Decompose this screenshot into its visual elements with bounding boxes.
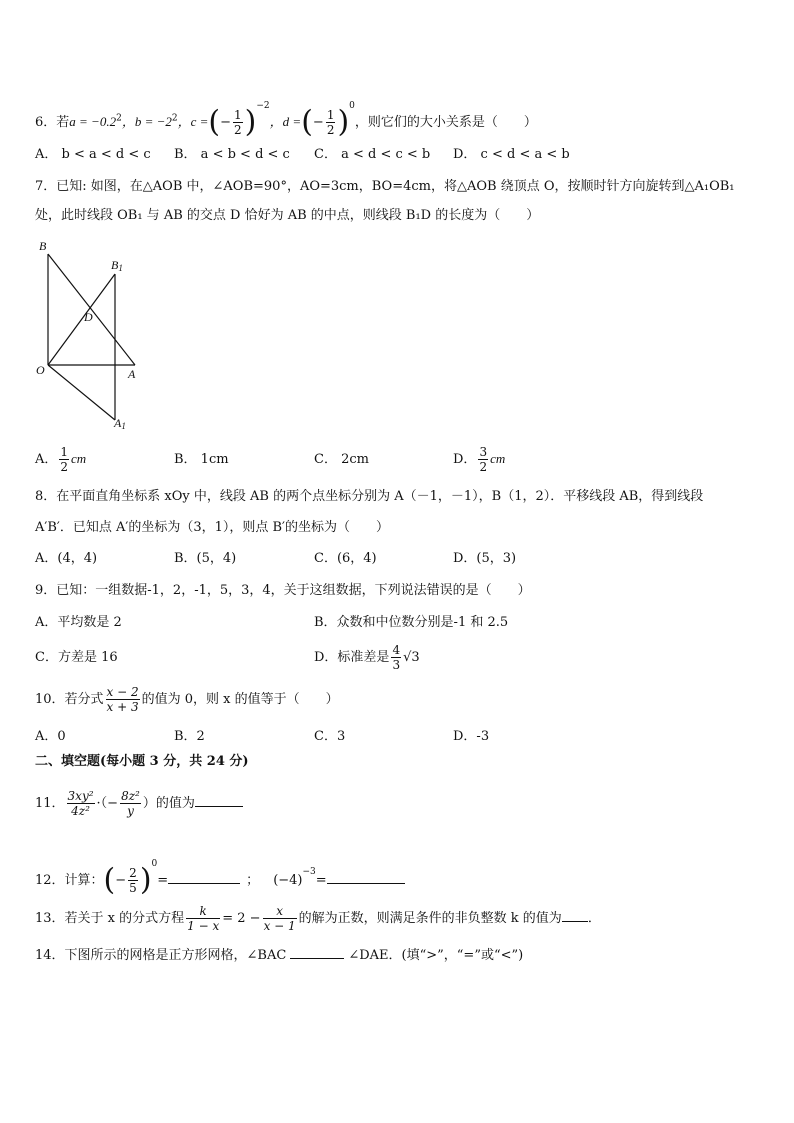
- q11-tail: 的值为: [155, 796, 195, 811]
- q10-option-a: A．0: [35, 729, 66, 744]
- q9-option-c: C．方差是 16: [35, 650, 118, 665]
- q10-lead: 10．若分式: [35, 692, 104, 707]
- q8-line2: A′B′．已知点 A′的坐标为（3，1），则点 B′的坐标为（ ）: [35, 520, 389, 535]
- q10-frac: [106, 685, 140, 714]
- q12-stem: 12．计算：(− $\frac{2}{5}$ )$^0$= ； $(-4)^{-3}=$: [35, 846, 405, 899]
- q10-option-b: B．2: [174, 729, 205, 744]
- q9-option-d-den: 3: [392, 658, 401, 672]
- q9-option-b: B．众数和中位数分别是-1 和 2.5: [314, 615, 509, 630]
- q13-den1: 1 − x: [187, 919, 220, 933]
- q7-option-d-den: 2: [479, 460, 488, 474]
- q7-option-a: [35, 443, 86, 476]
- q10-tail: 的值为 0，则 x 的值等于（ ）: [141, 692, 339, 707]
- q6-c-paren-close: ): [244, 104, 257, 140]
- q9-option-d-label: D．标准差是: [314, 650, 390, 665]
- q9-option-d: [314, 642, 420, 674]
- q6-d-num: 1: [326, 108, 335, 122]
- q6-a-exp: 2: [116, 113, 122, 124]
- q13-num1: k: [186, 904, 220, 919]
- q13-end: ．: [587, 911, 601, 926]
- q8-option-d: D．(5，3): [453, 551, 517, 566]
- q6-option-c: C． a < d < c < b: [314, 147, 431, 162]
- q14-lead: 14．下图所示的网格是正方形网格，∠BAC: [35, 948, 287, 963]
- q7-option-a-num: 1: [60, 445, 69, 459]
- q11-den1: 4z²: [71, 804, 90, 818]
- q9-option-d-num: 4: [392, 643, 401, 657]
- q6-option-a: A． b < a < d < c: [35, 147, 151, 162]
- q9-option-a: A．平均数是 2: [35, 615, 122, 630]
- q7-option-d: [453, 443, 505, 476]
- q7-option-a-unit: cm: [71, 451, 87, 466]
- q7-line2: 处，此时线段 OB₁ 与 AB 的交点 D 恰好为 AB 的中点，则线段 B₁D 的长度为（ ）: [35, 208, 540, 223]
- q6-option-b: B． a < b < d < c: [174, 147, 290, 162]
- label-a1-sub: 1: [121, 421, 126, 431]
- q12-exp2: −3: [302, 867, 316, 877]
- label-b1: [111, 258, 123, 273]
- q10-num: x − 2: [106, 685, 139, 699]
- q12-sep: ；: [246, 873, 260, 888]
- q14-stem: [35, 946, 523, 965]
- q7-line1: 7．已知: 如图，在△AOB 中，∠AOB=90°，AO=3cm，BO=4cm，将△AOB 绕顶点 O，按顺时针方向旋转到△A₁OB₁: [35, 179, 735, 194]
- q6-tail: ，则它们的大小关系是（ ）: [354, 115, 537, 130]
- q7-option-d-num: 3: [479, 445, 488, 459]
- segment-oa1: [48, 365, 115, 420]
- q6-d-paren-open: (: [301, 104, 313, 140]
- q13-frac2: [263, 904, 297, 933]
- q8-option-a: A．(4，4): [35, 551, 98, 566]
- q10-den: x + 3: [106, 700, 139, 714]
- q13-frac1: [186, 904, 220, 933]
- q13-tail: 的解为正数，则满足条件的非负整数 k 的值为: [298, 911, 562, 926]
- q11-num2: 8z²: [121, 789, 140, 803]
- label-a1: [113, 416, 126, 431]
- q14-answer-blank[interactable]: [290, 946, 344, 959]
- q6-c-paren-open: (: [208, 104, 221, 140]
- label-b1-letter: B: [111, 258, 119, 272]
- q6-b-exp: 2: [171, 113, 178, 124]
- q12-answer-blank-2[interactable]: [327, 871, 405, 884]
- q11-stem: [35, 786, 243, 822]
- q7-figure: [30, 236, 170, 436]
- q10-option-d: D．-3: [453, 729, 490, 744]
- q12-exp1: 0: [151, 859, 158, 869]
- q13-num2: x: [263, 904, 297, 919]
- q7-option-d-frac: [478, 445, 488, 474]
- q12-base2: (−4): [273, 873, 303, 888]
- label-b1-sub: 1: [118, 263, 123, 273]
- q6-option-d: D． c < d < a < b: [453, 147, 570, 162]
- q9-option-d-root: √3: [403, 650, 420, 665]
- q12-answer-blank-1[interactable]: [168, 871, 240, 884]
- q11-mid: ·（−: [96, 796, 119, 811]
- q7-option-c: C． 2cm: [314, 452, 369, 467]
- q12-eq2: =: [315, 873, 327, 888]
- q10-stem: [35, 684, 339, 716]
- q12-num: 2: [129, 866, 137, 880]
- q12-eq1: =: [157, 873, 169, 888]
- q12-lead: 12．计算：: [35, 873, 104, 888]
- label-o: O: [36, 363, 45, 377]
- q7-option-b: B． 1cm: [174, 452, 229, 467]
- q6-stem: 6．若$a = -0.2^2$，$b = -2^2$，c =(− $\frac{1}{2}$ )$^{-2}$，d =(− $\frac{1}{2}$ )$^0$，则它们的大小关系是（ ）: [35, 101, 537, 140]
- q8-option-c: C．(6，4): [314, 551, 377, 566]
- q7-option-a-frac: [59, 445, 69, 474]
- q11-lead: 11．: [35, 796, 65, 811]
- q12-paren-open: (: [103, 862, 116, 898]
- q6-d-den: 2: [326, 123, 335, 137]
- q13-lead: 13．若关于 x 的分式方程: [35, 911, 185, 926]
- q11-frac1: [67, 789, 95, 818]
- q12-paren-close: ): [139, 862, 152, 898]
- q6-d-exp: 0: [349, 101, 355, 111]
- q11-num1: 3xy²: [67, 789, 94, 803]
- section2-title: 二、填空题(每小题 3 分，共 24 分): [35, 754, 249, 769]
- q6-d-paren-close: ): [337, 104, 350, 140]
- q6-c-frac: [233, 108, 243, 137]
- q11-answer-blank[interactable]: [195, 794, 243, 807]
- q6-c-exp: −2: [256, 101, 270, 111]
- q6-d-expr: ，d =: [269, 114, 302, 129]
- q6-b-expr: ，b = −2: [121, 114, 172, 129]
- q6-c-expr: ，c =: [177, 114, 209, 129]
- label-d: D: [84, 310, 93, 324]
- q13-den2: x − 1: [263, 919, 296, 933]
- q14-mid: ∠DAE．(填“>”，“=”或“<”): [348, 948, 524, 963]
- q12-frac: [128, 866, 138, 895]
- q8-option-b: B．(5，4): [174, 551, 237, 566]
- q11-close: ）: [142, 796, 156, 811]
- q13-answer-blank[interactable]: [562, 909, 588, 922]
- label-b: B: [39, 239, 47, 253]
- q10-option-c: C．3: [314, 729, 346, 744]
- q7-option-d-label: D．: [453, 452, 477, 467]
- label-a: A: [128, 367, 136, 381]
- q9-line1: 9．已知：一组数据-1，2，-1，5，3，4，关于这组数据，下列说法错误的是（ ）: [35, 583, 531, 598]
- q6-a-expr: a = −0.2: [69, 114, 117, 129]
- label-a1-letter: A: [114, 416, 122, 430]
- q13-mid: = 2 −: [222, 911, 261, 926]
- q11-den2: y: [127, 804, 134, 818]
- q7-option-d-unit: cm: [490, 451, 506, 466]
- q7-option-a-label: A．: [35, 452, 58, 467]
- q6-c-den: 2: [234, 123, 242, 137]
- q6-lead: 6．若: [35, 115, 70, 130]
- q9-option-d-frac: [391, 643, 401, 672]
- q13-stem: [35, 901, 601, 937]
- q11-frac2: [120, 789, 141, 818]
- q8-line1: 8．在平面直角坐标系 xOy 中，线段 AB 的两个点坐标分别为 A（－1，－1），B（1，2）．平移线段 AB，得到线段: [35, 489, 704, 504]
- q12-den: 5: [129, 881, 137, 895]
- q6-d-frac: [326, 108, 336, 137]
- q6-c-num: 1: [234, 108, 242, 122]
- q7-option-a-den: 2: [60, 460, 69, 474]
- segment-ob1: [48, 274, 115, 365]
